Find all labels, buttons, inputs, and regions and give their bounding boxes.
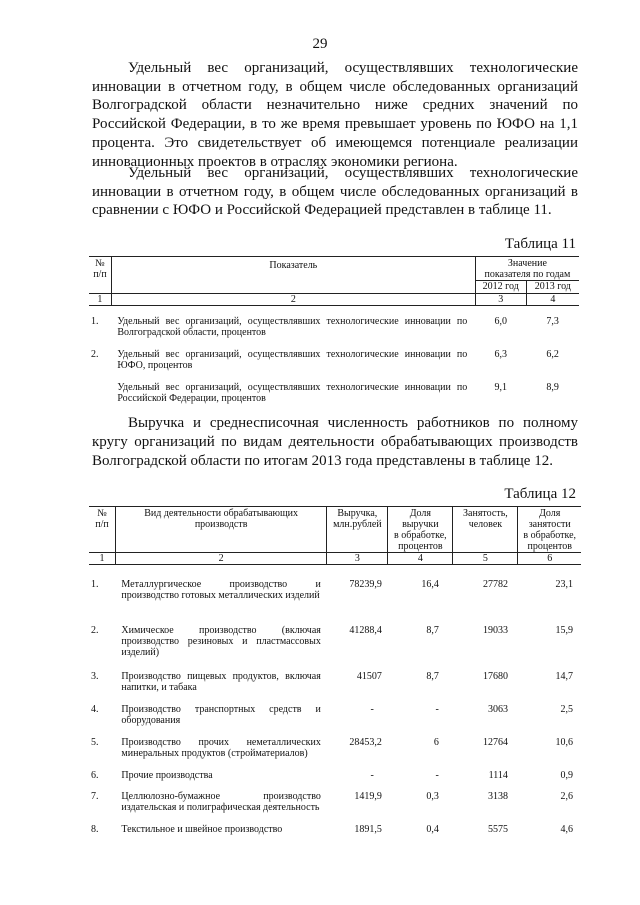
t11-header-2012: 2012 год xyxy=(475,281,526,294)
t12-row-employment: 1114 xyxy=(488,769,508,781)
t11-row-text: Удельный вес организаций, осуществлявших технологические инновации по Волгоградской области, процентов xyxy=(117,315,468,338)
t12-row xyxy=(89,791,581,824)
t12-colnum-5: 5 xyxy=(453,553,518,565)
t11-colnum-2: 2 xyxy=(111,294,475,306)
t12-header-activity: Вид деятельности обрабатывающих производств xyxy=(115,507,326,553)
t11-row-2013: 6,2 xyxy=(546,348,559,360)
t12-colnum-2: 2 xyxy=(115,553,326,565)
t12-row-emp-share: 2,5 xyxy=(560,703,573,715)
t11-row xyxy=(89,382,579,406)
t12-row-emp-share: 2,6 xyxy=(560,790,573,802)
t11-row-text: Удельный вес организаций, осуществлявших технологические инновации по Российской Федерации, процентов xyxy=(117,381,468,404)
t12-row-activity: Химическое производство (включая производство резиновых и пластмассовых изделий) xyxy=(121,624,321,658)
t12-row-num: 5. xyxy=(91,736,99,748)
t12-row xyxy=(89,704,581,737)
t12-row-employment: 27782 xyxy=(482,578,508,590)
t12-row-emp-share: 4,6 xyxy=(560,823,573,835)
t12-row-emp-share: 15,9 xyxy=(555,624,573,636)
t12-row-rev-share: 16,4 xyxy=(421,578,439,590)
table12 xyxy=(89,506,581,844)
t12-row xyxy=(89,579,581,625)
t12-row-emp-share: 23,1 xyxy=(555,578,573,590)
t12-row-employment: 17680 xyxy=(482,670,508,682)
paragraph-table12-intro: Выручка и среднесписочная численность работников по полному кругу организаций по видам деятельности обрабатывающих производств Волгоградской области по итогам 2013 года представлены в таблице 12. xyxy=(92,415,578,469)
t12-colnum-6: 6 xyxy=(518,553,581,565)
t12-row-activity: Текстильное и швейное производство xyxy=(121,823,283,835)
t12-row-revenue: - xyxy=(370,769,374,781)
t12-row-employment: 3138 xyxy=(487,790,508,802)
paragraph-table11-intro: Удельный вес организаций, осуществлявших технологические инновации в отчетном году, в общем числе обследованных организаций в сравнении с ЮФО и Российской Федерацией представлен в таблице 11. xyxy=(92,165,578,219)
t11-row xyxy=(89,316,579,349)
t11-row-num xyxy=(89,382,111,406)
t12-header-rev-share: Доля выручки в обработке, процентов xyxy=(388,507,453,553)
t12-colnum-4: 4 xyxy=(388,553,453,565)
t11-row-num: 1. xyxy=(91,315,99,327)
t12-row-rev-share: 8,7 xyxy=(426,670,439,682)
t12-row-rev-share: 8,7 xyxy=(426,624,439,636)
t12-row-activity: Производство транспортных средств и оборудования xyxy=(121,703,321,726)
t11-row-2013: 7,3 xyxy=(546,315,559,327)
t12-row-rev-share: 6 xyxy=(433,736,439,748)
t12-row xyxy=(89,671,581,704)
t11-header-indicator: Показатель xyxy=(111,257,475,294)
t12-row-num: 8. xyxy=(91,823,99,835)
t12-row-rev-share: 0,3 xyxy=(426,790,439,802)
t12-header-revenue: Выручка, млн.рублей xyxy=(327,507,388,553)
t12-row-num: 2. xyxy=(91,624,99,636)
page-number: 29 xyxy=(312,36,328,52)
t12-row-revenue: - xyxy=(370,703,374,715)
t12-row-revenue: 1419,9 xyxy=(354,790,382,802)
t11-row-2012: 6,0 xyxy=(494,315,507,327)
t11-row-2012: 9,1 xyxy=(494,381,507,393)
t11-colnum-4: 4 xyxy=(526,294,579,306)
t12-row-revenue: 41507 xyxy=(356,670,382,682)
t11-colnum-1: 1 xyxy=(97,294,103,305)
t12-row-num: 7. xyxy=(91,790,99,802)
t12-row-activity: Прочие производства xyxy=(121,769,213,781)
t11-colnum-3: 3 xyxy=(475,294,526,306)
t12-row-revenue: 1891,5 xyxy=(354,823,382,835)
t12-row-num: 4. xyxy=(91,703,99,715)
paragraph-innovation-share: Удельный вес организаций, осуществлявших технологические инновации в отчетном году, в общем числе обследованных организаций Волгоградской области незначительно ниже средних значений по Российской Федерации, в то же время превышает уровень по ЮФО на 1,1 процента. Это свидетельствует об имеющемся потенциале реализации инновационных проектов в отраслях экономики региона. xyxy=(92,60,578,170)
t12-colnum-1: 1 xyxy=(99,553,105,564)
t12-row-employment: 19033 xyxy=(482,624,508,636)
table11-caption: Таблица 11 xyxy=(504,236,576,252)
t12-row-num: 3. xyxy=(91,670,99,682)
t12-row xyxy=(89,737,581,770)
table12-caption: Таблица 12 xyxy=(504,486,576,502)
t12-row-emp-share: 14,7 xyxy=(555,670,573,682)
t12-colnum-3: 3 xyxy=(327,553,388,565)
t12-row-employment: 3063 xyxy=(487,703,508,715)
t12-row-employment: 12764 xyxy=(482,736,508,748)
t12-row-emp-share: 10,6 xyxy=(555,736,573,748)
t12-row-emp-share: 0,9 xyxy=(560,769,573,781)
t12-row-activity: Производство прочих неметаллических минеральных продуктов (стройматериалов) xyxy=(121,736,321,759)
t12-row-activity: Целлюлозно-бумажное производство издательская и полиграфическая деятельность xyxy=(121,790,321,813)
t12-row-revenue: 78239,9 xyxy=(349,578,382,590)
t12-row-employment: 5575 xyxy=(487,823,508,835)
t12-row xyxy=(89,625,581,671)
t12-row-rev-share: - xyxy=(435,703,439,715)
t12-header-emp-share: Доля занятости в обработке, процентов xyxy=(518,507,581,553)
t12-row-rev-share: - xyxy=(435,769,439,781)
t11-header-num: № п/п xyxy=(93,258,107,280)
t12-row-activity: Металлургическое производство и производство готовых металлических изделий xyxy=(121,578,321,601)
t12-row-rev-share: 0,4 xyxy=(426,823,439,835)
t11-row xyxy=(89,349,579,382)
t12-row-revenue: 41288,4 xyxy=(349,624,382,636)
t11-row-2012: 6,3 xyxy=(494,348,507,360)
t11-header-2013: 2013 год xyxy=(526,281,579,294)
table11 xyxy=(89,256,579,406)
t12-row xyxy=(89,770,581,791)
t12-header-num: № п/п xyxy=(95,508,109,530)
t12-row-activity: Производство пищевых продуктов, включая напитки, и табака xyxy=(121,670,321,693)
t12-row-num: 1. xyxy=(91,578,99,590)
t11-row-2013: 8,9 xyxy=(546,381,559,393)
t11-row-num: 2. xyxy=(91,348,99,360)
t12-row-revenue: 28453,2 xyxy=(349,736,382,748)
t11-header-value-group: Значение показателя по годам xyxy=(475,257,579,281)
t11-row-text: Удельный вес организаций, осуществлявших технологические инновации по ЮФО, процентов xyxy=(117,348,468,371)
t12-row xyxy=(89,824,581,844)
t12-header-employment: Занятость, человек xyxy=(453,507,518,553)
t12-row-num: 6. xyxy=(91,769,99,781)
